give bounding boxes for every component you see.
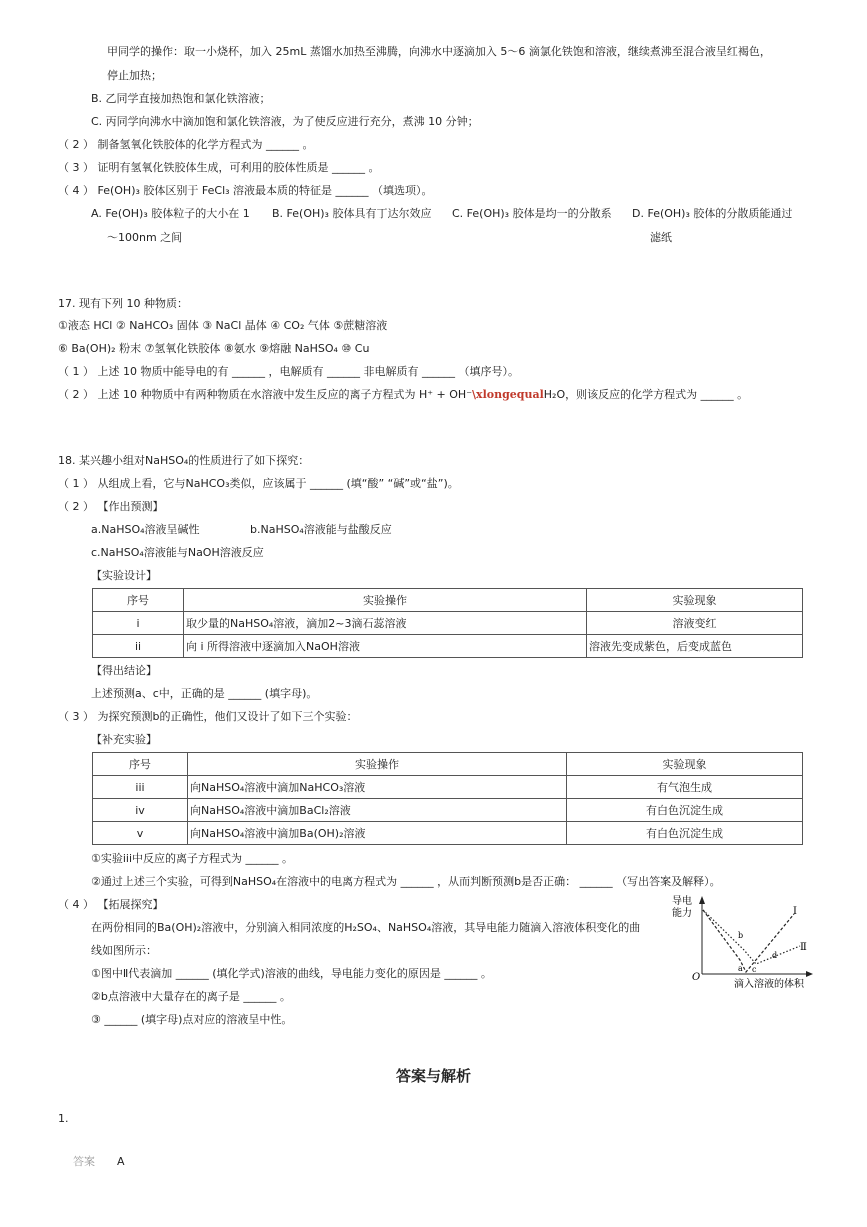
table-cell: 向NaHSO₄溶液中滴加BaCl₂溶液 [188, 799, 567, 822]
table-cell: 向 i 所得溶液中逐滴加入NaOH溶液 [184, 635, 587, 658]
table-cell: iv [93, 799, 188, 822]
q17-list-1: ①液态 HCl ② NaHCO₃ 固体 ③ NaCl 晶体 ④ CO₂ 气体 ⑤蔗糖溶液 [58, 319, 388, 332]
q18-sub2: （ 2 ） 【作出预测】 [58, 500, 164, 513]
q16-option-b: B. 乙同学直接加热饱和氯化铁溶液； [91, 92, 271, 105]
experiment-table-1 [92, 588, 803, 658]
q18-prediction-c: c.NaHSO₄溶液能与NaOH溶液反应 [91, 546, 264, 559]
table-cell: 溶液变红 [587, 612, 803, 635]
point-b-label: b [738, 931, 744, 940]
q18-prediction-a: a.NaHSO₄溶液呈碱性 [91, 523, 200, 536]
table-cell: v [93, 822, 188, 845]
table-cell: 有白色沉淀生成 [567, 799, 803, 822]
q18-sub3: （ 3 ） 为探究预测b的正确性，他们又设计了如下三个实验： [58, 710, 358, 723]
curve-I [703, 910, 794, 972]
q16-choice-a-cont: ～100nm 之间 [107, 231, 183, 244]
table-header: 序号 [93, 753, 188, 776]
figure-x-arrow [806, 971, 813, 977]
figure-ylabel-2: 能力 [672, 908, 692, 919]
figure-origin: O [692, 972, 701, 983]
table-row [93, 822, 803, 845]
point-d-label: d [772, 951, 778, 960]
q18-extend-q1: ①图中Ⅱ代表滴加 ______ (填化学式)溶液的曲线，导电能力变化的原因是 ______ 。 [91, 967, 492, 980]
table-cell: 取少量的NaHSO₄溶液，滴加2~3滴石蕊溶液 [184, 612, 587, 635]
table-header: 序号 [93, 589, 184, 612]
table-header: 实验现象 [587, 589, 803, 612]
q18-sub1: （ 1 ） 从组成上看，它与NaHCO₃类似，应该属于 ______ (填“酸” “碱”或“盐”)。 [58, 477, 459, 490]
q16-option-a-line2: 停止加热； [107, 69, 162, 82]
curve-II-label: Ⅱ [800, 942, 807, 953]
answer-label: 答案 [73, 1155, 95, 1168]
q17-sub2-pre: （ 2 ） 上述 10 种物质中有两种物质在水溶液中发生反应的离子方程式为 H⁺ + OH⁻ [58, 388, 472, 401]
q16-option-c: C. 丙同学向沸水中滴加饱和氯化铁溶液，为了使反应进行充分，煮沸 10 分钟； [91, 115, 479, 128]
q18-extend-line2: 线如图所示： [91, 944, 157, 957]
table-header: 实验操作 [184, 589, 587, 612]
table-header: 实验现象 [567, 753, 803, 776]
answer-number: 1. [58, 1112, 69, 1125]
figure-xlabel: 滴入溶液的体积 [734, 979, 804, 990]
q18-design-label: 【实验设计】 [91, 569, 157, 582]
figure-ylabel-1: 导电 [672, 896, 692, 907]
q17-sub2-broken-latex: \xlongequal [472, 388, 544, 401]
point-c-label: c [752, 965, 757, 974]
q17-heading: 17. 现有下列 10 种物质： [58, 297, 188, 310]
table-cell: ii [93, 635, 184, 658]
figure-y-arrow [699, 896, 705, 904]
q16-choice-c: C. Fe(OH)₃ 胶体是均一的分散系 [452, 207, 612, 220]
conductivity-figure [672, 892, 814, 992]
q18-prediction-b: b.NaHSO₄溶液能与盐酸反应 [250, 523, 392, 536]
q17-list-2: ⑥ Ba(OH)₂ 粉末 ⑦氢氧化铁胶体 ⑧氨水 ⑨熔融 NaHSO₄ ⑩ Cu [58, 342, 370, 355]
q16-sub3: （ 3 ） 证明有氢氧化铁胶体生成，可利用的胶体性质是 ______ 。 [58, 161, 380, 174]
q16-option-a-line1: 甲同学的操作：取一小烧杯，加入 25mL 蒸馏水加热至沸腾，向沸水中逐滴加入 5～6 滴氯化铁饱和溶液，继续煮沸至混合液呈红褐色， [107, 45, 771, 58]
q17-sub2-post: H₂O，则该反应的化学方程式为 ______ 。 [543, 388, 749, 401]
q16-sub2: （ 2 ） 制备氢氧化铁胶体的化学方程式为 ______ 。 [58, 138, 314, 151]
curve-I-label: Ⅰ [793, 906, 797, 917]
table-header-row [93, 753, 803, 776]
q18-sub4: （ 4 ） 【拓展探究】 [58, 898, 164, 911]
table-row [93, 635, 803, 658]
table-cell: 有气泡生成 [567, 776, 803, 799]
table-header: 实验操作 [188, 753, 567, 776]
answer-value: A [117, 1155, 125, 1168]
q17-sub2 [58, 387, 748, 403]
q18-step1: ①实验iii中反应的离子方程式为 ______ 。 [91, 852, 294, 865]
q16-choice-d-cont: 滤纸 [650, 231, 672, 244]
experiment-table-2 [92, 752, 803, 845]
table-cell: i [93, 612, 184, 635]
table-row [93, 776, 803, 799]
q18-extend-q2: ②b点溶液中大量存在的离子是 ______ 。 [91, 990, 291, 1003]
table-row [93, 612, 803, 635]
q18-extend-q3: ③ ______ (填字母)点对应的溶液呈中性。 [91, 1013, 293, 1026]
table-cell: 有白色沉淀生成 [567, 822, 803, 845]
q16-sub4: （ 4 ） Fe(OH)₃ 胶体区别于 FeCl₃ 溶液最本质的特征是 ______ （填选项）。 [58, 184, 433, 197]
q18-conclusion-text: 上述预测a、c中，正确的是 ______ (填字母)。 [91, 687, 318, 700]
q18-step2: ②通过上述三个实验，可得到NaHSO₄在溶液中的电离方程式为 ______ ，从而判断预测b是否正确： ______ （写出答案及解释）。 [91, 875, 721, 888]
point-a-label: a [738, 964, 743, 973]
table-cell: iii [93, 776, 188, 799]
answers-title: 答案与解析 [395, 1067, 471, 1085]
q16-choice-a: A. Fe(OH)₃ 胶体粒子的大小在 1 [91, 207, 250, 220]
curve-II [703, 910, 800, 964]
q16-choice-d: D. Fe(OH)₃ 胶体的分散质能通过 [632, 207, 793, 220]
q16-choice-b: B. Fe(OH)₃ 胶体具有丁达尔效应 [272, 207, 432, 220]
q18-heading: 18. 某兴趣小组对NaHSO₄的性质进行了如下探究： [58, 454, 310, 467]
table-row [93, 799, 803, 822]
table-cell: 向NaHSO₄溶液中滴加NaHCO₃溶液 [188, 776, 567, 799]
table-cell: 向NaHSO₄溶液中滴加Ba(OH)₂溶液 [188, 822, 567, 845]
table-header-row [93, 589, 803, 612]
q18-supplement-label: 【补充实验】 [91, 733, 157, 746]
table-cell: 溶液先变成紫色，后变成蓝色 [587, 635, 803, 658]
q17-sub1: （ 1 ） 上述 10 物质中能导电的有 ______ ，电解质有 ______ 非电解质有 ______ （填序号）。 [58, 365, 519, 378]
q18-conclusion-label: 【得出结论】 [91, 664, 157, 677]
q18-extend-line1: 在两份相同的Ba(OH)₂溶液中，分别滴入相同浓度的H₂SO₄、NaHSO₄溶液，其导电能力随滴入溶液体积变化的曲 [91, 921, 641, 934]
